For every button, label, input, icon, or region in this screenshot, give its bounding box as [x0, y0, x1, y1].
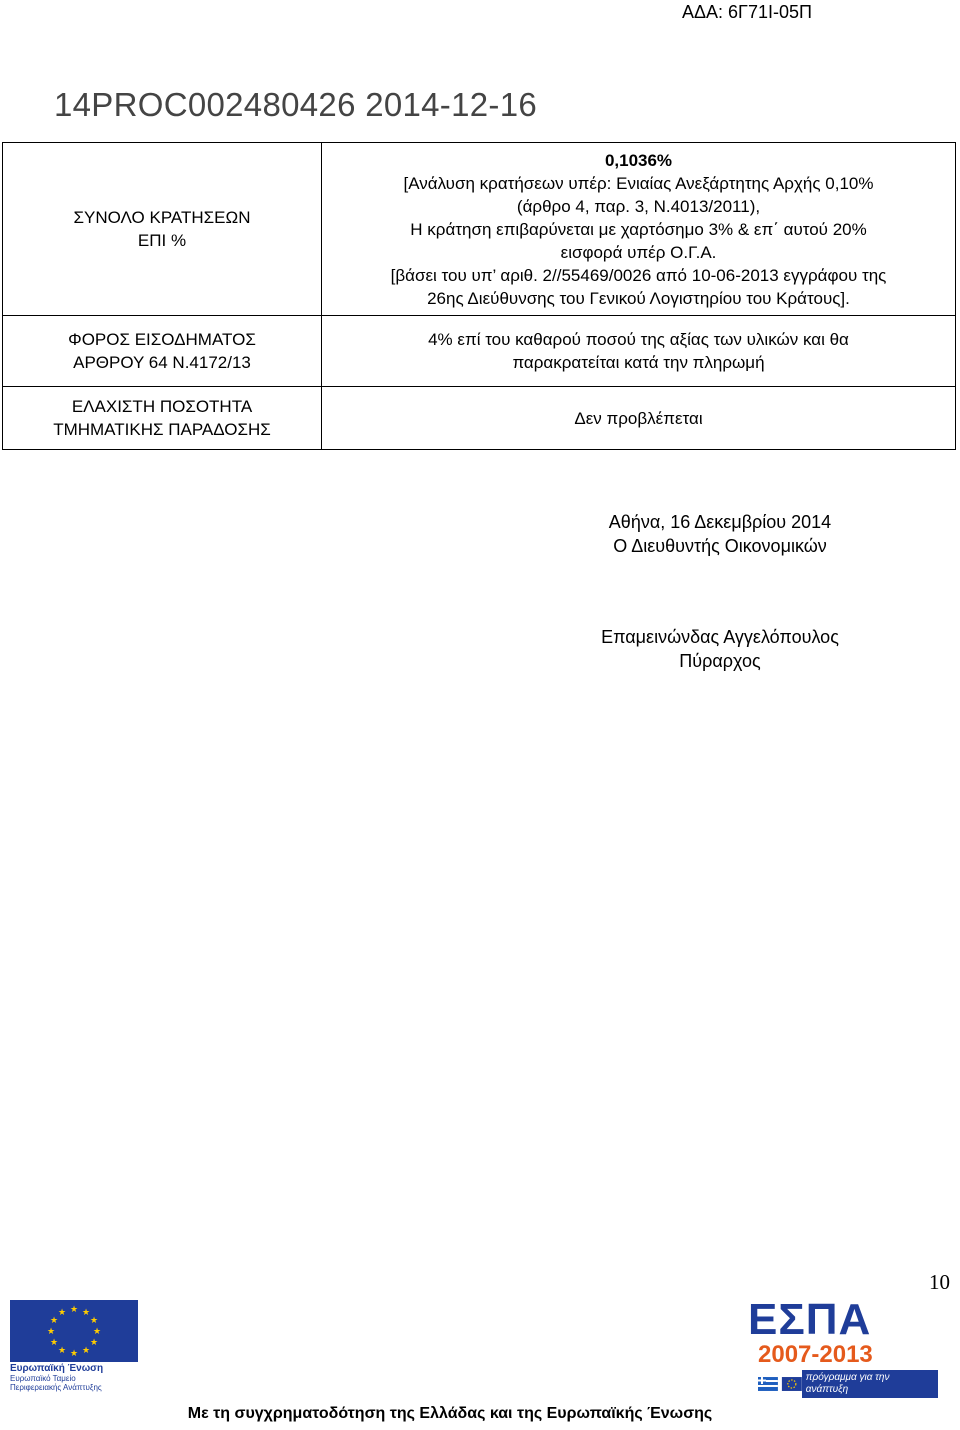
cofinance-statement: Με τη συγχρηματοδότηση της Ελλάδας και της Ευρωπαϊκής Ένωσης	[187, 1405, 713, 1422]
signature-place-role	[540, 510, 900, 558]
svg-text:★: ★	[69, 1305, 79, 1315]
procurement-id: 14PROC002480426 2014-12-16	[54, 86, 537, 123]
flags-icon	[758, 1377, 802, 1391]
svg-text:★: ★	[49, 1338, 59, 1348]
table-row	[3, 143, 956, 316]
svg-text:★: ★	[89, 1316, 99, 1326]
svg-text:★: ★	[89, 1338, 99, 1348]
svg-text:★: ★	[46, 1327, 56, 1337]
svg-text:★: ★	[57, 1346, 67, 1356]
signatory-rank: Πύραρχος	[679, 651, 761, 671]
svg-text:★: ★	[81, 1346, 91, 1356]
svg-text:★: ★	[57, 1308, 67, 1318]
table-row	[3, 316, 956, 387]
place-date: Αθήνα, 16 Δεκεμβρίου 2014	[608, 512, 832, 532]
row-label: ΦΟΡΟΣ ΕΙΣΟΔΗΜΑΤΟΣ ΑΡΘΡΟΥ 64 Ν.4172/13	[3, 316, 322, 387]
signatory	[540, 625, 900, 673]
row-value: 4% επί του καθαρού ποσού της αξίας των υλικών και θα παρακρατείται κατά την πληρωμή	[322, 316, 956, 387]
eu-fund-2: Περιφερειακής Ανάπτυξης	[10, 1383, 102, 1392]
eu-fund: Ευρωπαϊκό Ταμείο	[10, 1374, 76, 1383]
svg-text:★: ★	[81, 1308, 91, 1318]
signatory-name: Επαμεινώνδας Αγγελόπουλος	[601, 627, 839, 647]
terms-table	[2, 142, 956, 450]
eu-logo	[10, 1300, 140, 1392]
ada-code: ΑΔΑ: 6Γ71Ι-05Π	[682, 2, 812, 22]
row-value: 0,1036% [Ανάλυση κρατήσεων υπέρ: Ενιαίας Ανεξάρτητης Αρχής 0,10% (άρθρο 4, παρ. 3, Ν.4013/2011), Η κράτηση επιβαρύνεται με χαρτόσημο 3% & επ΄ αυτού 20% εισφορά υπέρ Ο.Γ.Α. [βάσει του υπ’ αριθ. 2//55469/0026 από 10-06-2013 εγγράφου της 26ης Διεύθυνσης του Γενικού Λογιστηρίου του Κράτους].	[322, 143, 956, 316]
svg-text:★: ★	[69, 1349, 79, 1359]
eu-stars-icon	[10, 1300, 138, 1362]
signatory-role: Ο Διευθυντής Οικονομικών	[613, 536, 827, 556]
espa-bar	[758, 1370, 938, 1398]
row-label: ΕΛΑΧΙΣΤΗ ΠΟΣΟΤΗΤΑ ΤΜΗΜΑΤΙΚΗΣ ΠΑΡΑΔΟΣΗΣ	[3, 387, 322, 450]
page-number: 10	[929, 1270, 950, 1294]
eu-title: Ευρωπαϊκή Ένωση	[10, 1363, 104, 1374]
table-row	[3, 387, 956, 450]
svg-text:★: ★	[49, 1316, 59, 1326]
svg-text:★: ★	[92, 1327, 102, 1337]
espa-slogan: πρόγραμμα για την ανάπτυξη	[802, 1370, 938, 1398]
row-value: Δεν προβλέπεται	[322, 387, 956, 450]
espa-logo	[748, 1295, 938, 1398]
espa-years: 2007-2013	[758, 1341, 873, 1368]
eu-flag-icon	[10, 1300, 138, 1362]
row-label: ΣΥΝΟΛΟ ΚΡΑΤΗΣΕΩΝ ΕΠΙ %	[3, 143, 322, 316]
espa-wordmark: ΕΣΠΑ	[748, 1295, 872, 1344]
